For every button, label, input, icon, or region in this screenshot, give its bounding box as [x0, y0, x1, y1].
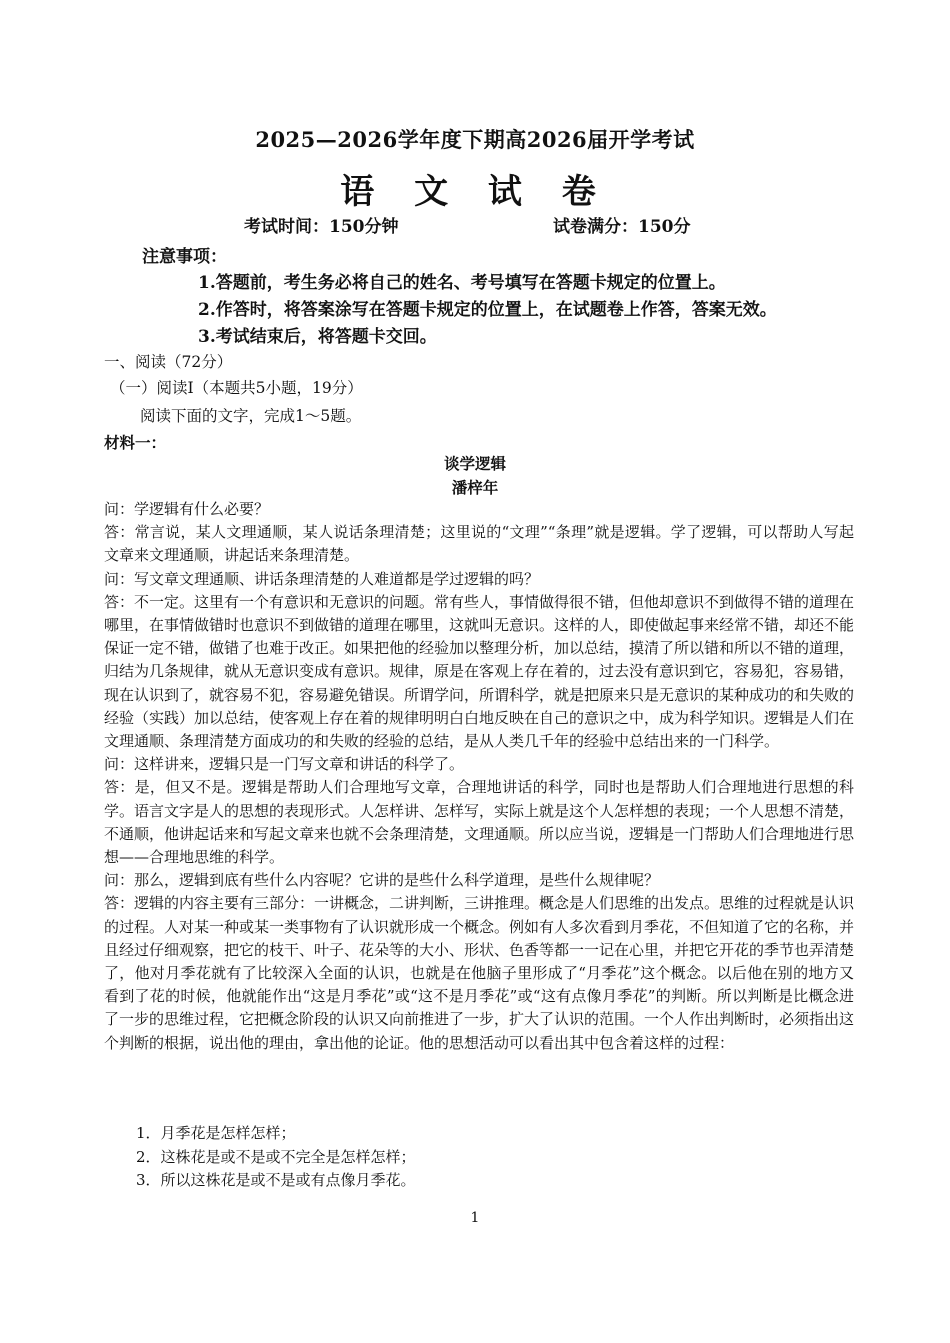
subject-title: 语 文 试 卷 [340, 172, 610, 212]
notice-item: 3.考试结束后，将答题卡交回。 [198, 327, 437, 347]
exam-title: 2025—2026学年度下期高2026届开学考试 [255, 127, 695, 152]
article-author: 潘梓年 [451, 478, 499, 497]
article-paragraph: 答：常言说，某人文理通顺，某人说话条理清楚；这里说的“文理”“条理”就是逻辑。学了逻辑，可以帮助人写起文章来文理通顺，讲起话来条理清楚。 [104, 523, 854, 565]
notice-item: 2.作答时，将答案涂写在答题卡规定的位置上，在试题卷上作答，答案无效。 [198, 300, 777, 320]
section-heading: 一、阅读（72分） [104, 353, 233, 371]
material-label: 材料一： [104, 433, 167, 452]
article-paragraph: 答：不一定。这里有一个有意识和无意识的问题。常有些人，事情做得很不错，但他却意识不到做得不错的道理在哪里，在事情做错时也意识不到做错的道理在哪里，这就叫无意识。这样的人，即使做起事来经常不错，却还不能保证一定不错，做错了也难于改正。如果把他的经验加以整理分析，加以总结，摸清了所以错和所以不错的道理，归结为几条规律，就从无意识变成有意识。规律，原是在客观上存在着的，过去没有意识到它，容易犯，容易错，现在认识到了，就容易不犯，容易避免错误。所谓学问，所谓科学，就是把原来只是无意识的某种成功的和失败的经验（实践）加以总结，使客观上存在着的规律明明白白地反映在自己的意识之中，成为科学知识。逻辑是人们在文理通顺、条理清楚方面成功的和失败的经验的总结，是从人类几千年的经验中总结出来的一门科学。 [104, 592, 855, 751]
article-paragraph: 问：这样讲来，逻辑只是一门写文章和讲话的科学了。 [104, 755, 465, 774]
exam-time: 考试时间：150分钟 [244, 217, 399, 237]
notice-item: 1.答题前，考生务必将自己的姓名、考号填写在答题卡规定的位置上。 [198, 273, 726, 293]
page-number: 1 [470, 1210, 480, 1226]
subsection-heading: （一）阅读Ⅰ（本题共5小题，19分） [110, 379, 363, 397]
reading-instruction: 阅读下面的文字，完成1～5题。 [140, 407, 362, 425]
notice-heading: 注意事项： [142, 247, 227, 267]
reasoning-step: 1．月季花是怎样怎样； [136, 1124, 296, 1142]
article-paragraph: 问：那么，逻辑到底有些什么内容呢？它讲的是些什么科学道理，是些什么规律呢？ [104, 871, 660, 890]
reasoning-step: 3．所以这株花是或不是或有点像月季花。 [136, 1171, 416, 1189]
notice-list [198, 270, 777, 351]
exam-full-score: 试卷满分：150分 [553, 217, 691, 237]
article-paragraph: 答：是，但又不是。逻辑是帮助人们合理地写文章，合理地讲话的科学，同时也是帮助人们合理地进行思想的科学。语言文字是人的思想的表现形式。人怎样讲、怎样写，实际上就是这个人怎样想的表现；一个人思想不清楚，不通顺，他讲起话来和写起文章来也就不会条理清楚，文理通顺。所以应当说，逻辑是一门帮助人们合理地进行思想——合理地思维的科学。 [104, 778, 855, 867]
article-paragraph: 问：写文章文理通顺、讲话条理清楚的人难道都是学过逻辑的吗？ [104, 569, 540, 588]
reasoning-steps [136, 1122, 416, 1193]
reasoning-step: 2．这株花是或不是或不完全是怎样怎样； [136, 1147, 416, 1166]
article-body [104, 498, 854, 1055]
article-paragraph: 答：逻辑的内容主要有三部分：一讲概念，二讲判断，三讲推理。概念是人们思维的出发点。思维的过程就是认识的过程。人对某一种或某一类事物有了认识就形成一个概念。例如有人多次看到月季花，不但知道了它的名称，并且经过仔细观察，把它的枝干、叶子、花朵等的大小、形状、色香等都一一记在心里，并把它开花的季节也弄清楚了，他对月季花就有了比较深入全面的认识，也就是在他脑子里形成了“月季花”这个概念。以后他在别的地方又看到了花的时候，他就能作出“这是月季花”或“这不是月季花”或“这有点像月季花”的判断。所以判断是比概念进了一步的思维过程，它把概念阶段的认识又向前推进了一步，扩大了认识的范围。一个人作出判断时，必须指出这个判断的根据，说出他的理由，拿出他的论证。他的思想活动可以看出其中包含着这样的过程： [104, 894, 855, 1052]
article-paragraph: 问：学逻辑有什么必要？ [104, 500, 270, 518]
article-title: 谈学逻辑 [443, 454, 506, 473]
